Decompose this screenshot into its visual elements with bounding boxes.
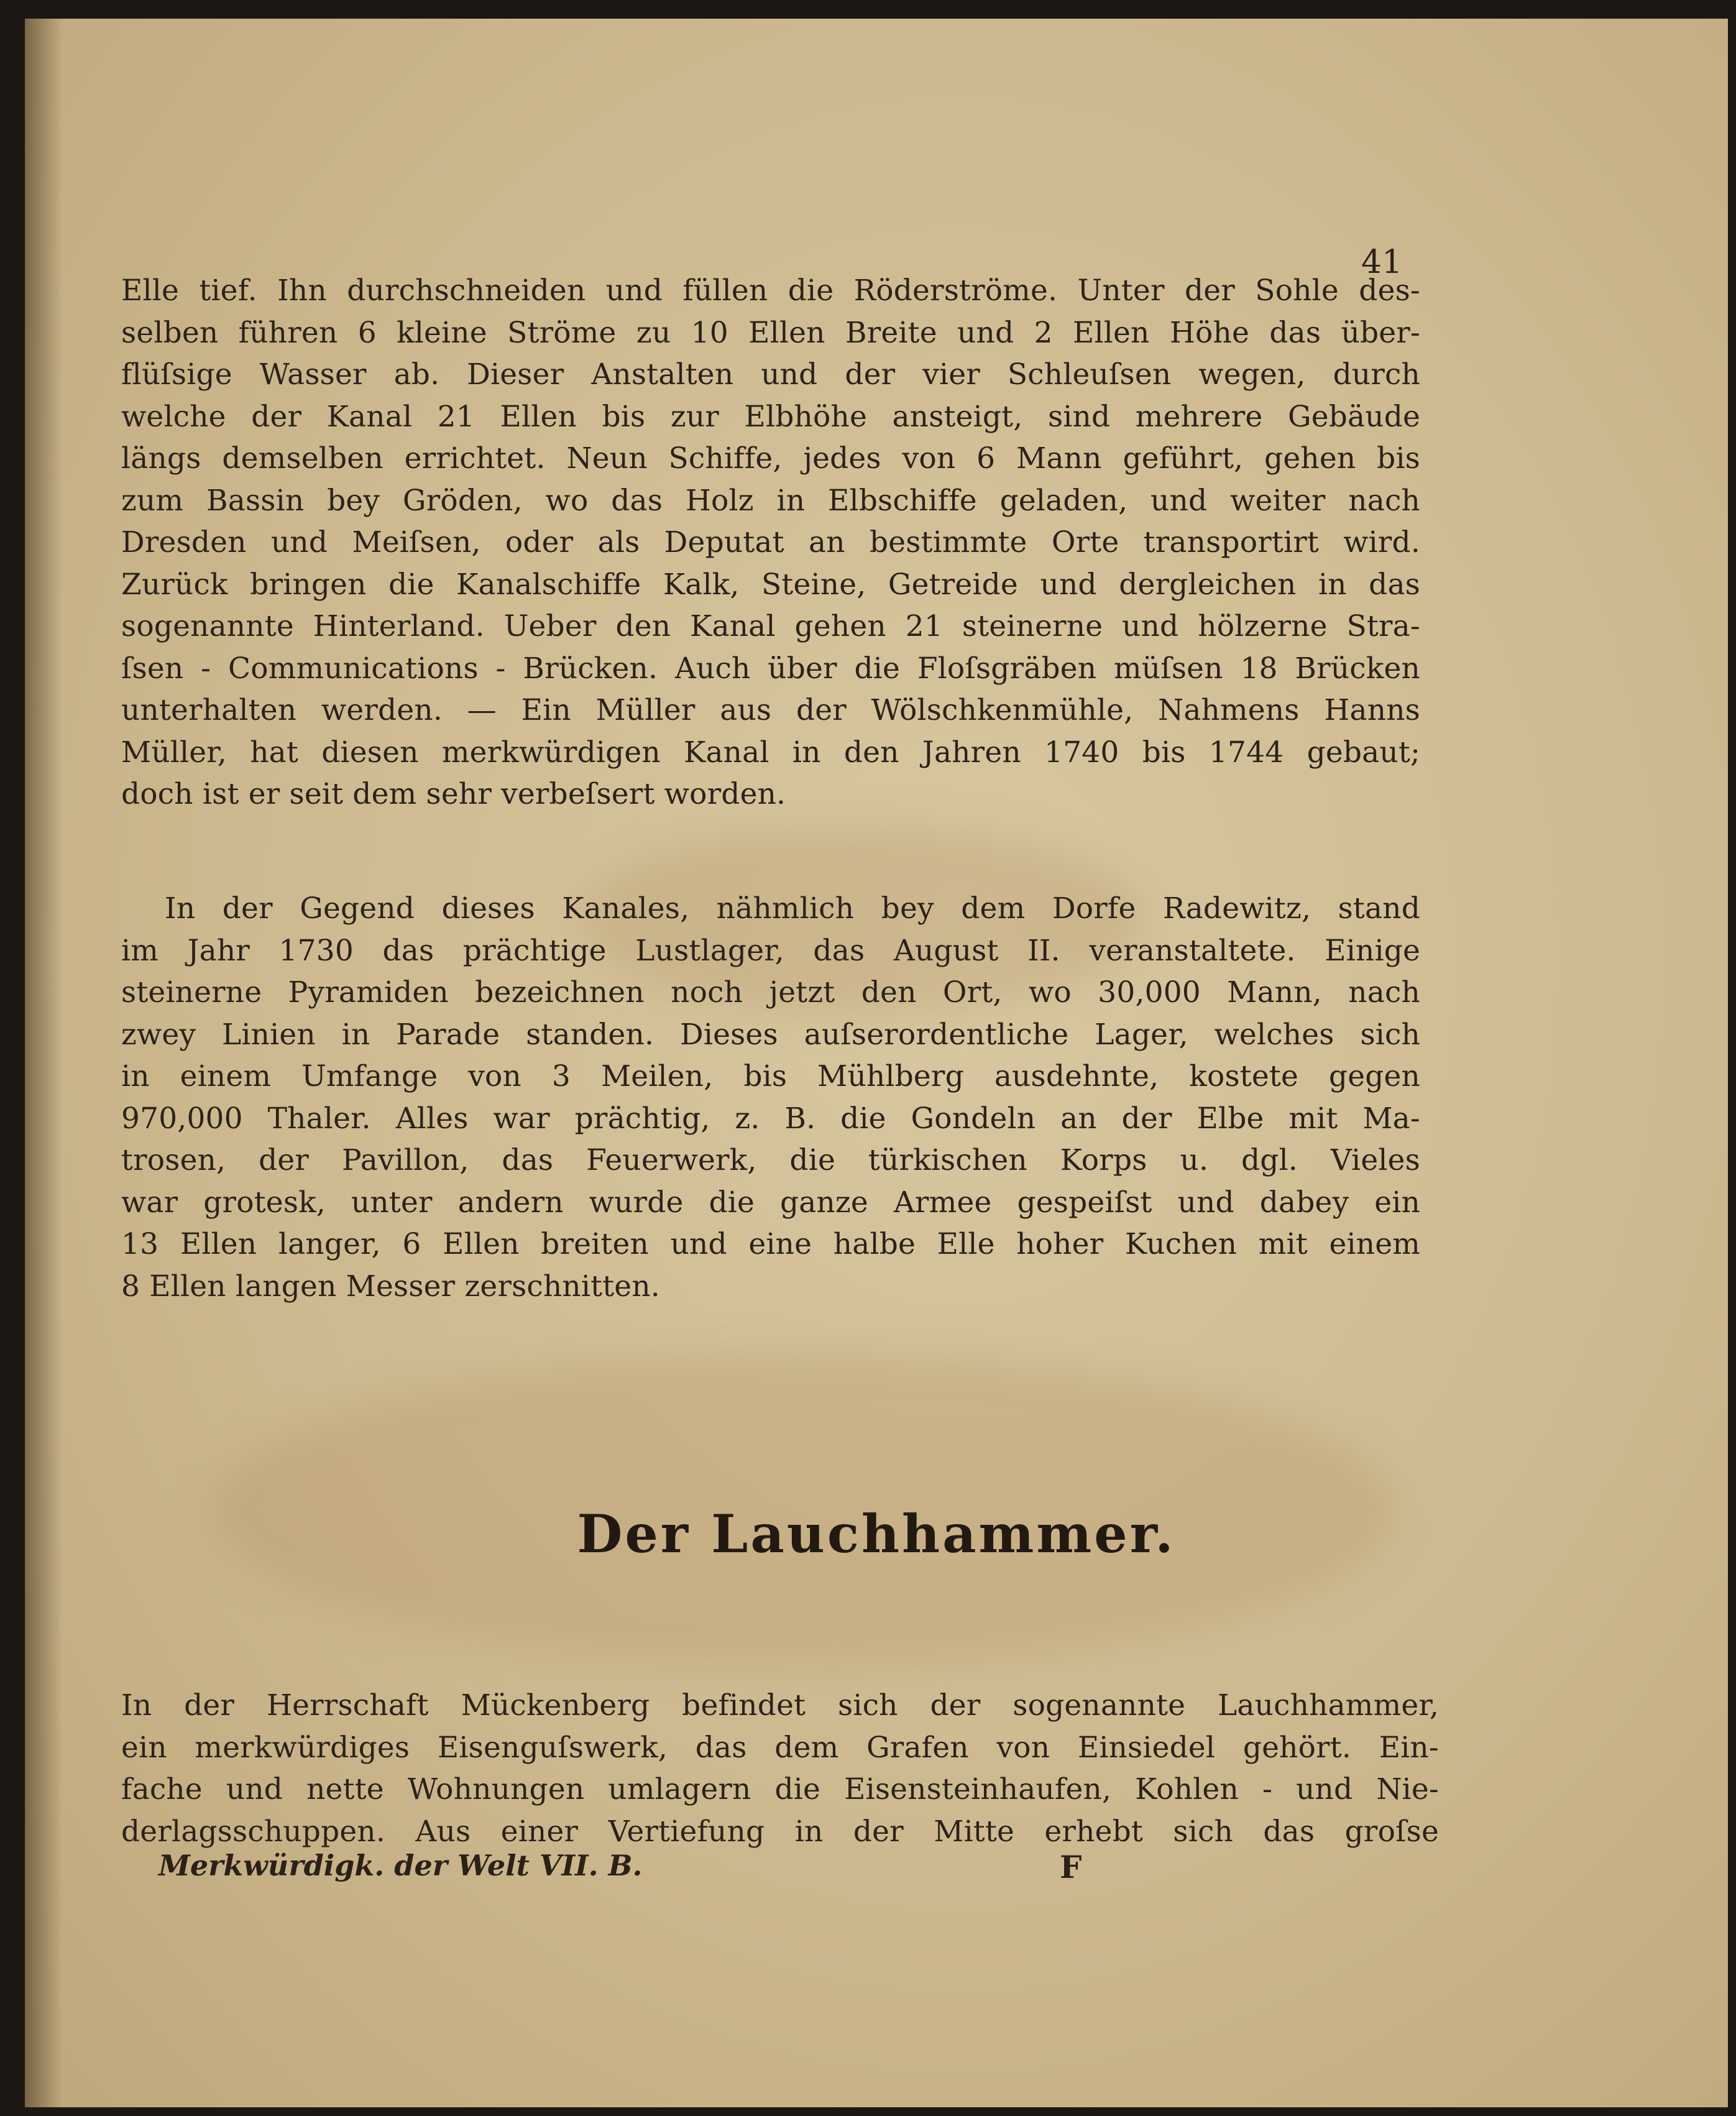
footer-signature-letter: F xyxy=(1060,1849,1082,1885)
text-line: in einem Umfange von 3 Meilen, bis Mühlberg ausdehnte, kostete gegen xyxy=(121,1059,1420,1093)
text-line: Müller, hat diesen merkwürdigen Kanal in den Jahren 1740 bis 1744 gebaut; xyxy=(121,735,1420,770)
text-line: zum Bassin bey Gröden, wo das Holz in Elbschiffe geladen, und weiter nach xyxy=(121,483,1420,518)
text-line: ein merkwürdiges Eisenguſswerk, das dem Grafen von Einsiedel gehört. Ein- xyxy=(121,1730,1439,1765)
text-line: 970,000 Thaler. Alles war prächtig, z. B. die Gondeln an der Elbe mit Ma- xyxy=(121,1101,1420,1136)
text-line: war grotesk, unter andern wurde die ganze Armee gespeiſst und dabey ein xyxy=(121,1185,1420,1220)
text-line: In der Gegend dieses Kanales, nähmlich bey dem Dorfe Radewitz, stand xyxy=(165,891,1420,926)
paragraph-lustlager xyxy=(121,888,1420,1307)
page-number: 41 xyxy=(1361,244,1403,281)
book-page xyxy=(25,19,1728,2107)
text-line: ſsen - Communications - Brücken. Auch über die Floſsgräben müſsen 18 Brücken xyxy=(121,651,1420,686)
page-gutter-shadow xyxy=(25,19,62,2107)
text-line: 8 Ellen langen Messer zerschnitten. xyxy=(121,1269,660,1304)
text-line: Zurück bringen die Kanalschiffe Kalk, Steine, Getreide und dergleichen in das xyxy=(121,567,1420,602)
text-line: 13 Ellen langer, 6 Ellen breiten und eine halbe Elle hoher Kuchen mit einem xyxy=(121,1227,1420,1261)
text-line: trosen, der Pavillon, das Feuerwerk, die türkischen Korps u. dgl. Vieles xyxy=(121,1143,1420,1177)
paragraph-lauchhammer xyxy=(121,1685,1439,1852)
text-line: derlagsschuppen. Aus einer Vertiefung in der Mitte erhebt sich das groſse xyxy=(121,1814,1439,1849)
text-line: im Jahr 1730 das prächtige Lustlager, das August II. veranstaltete. Einige xyxy=(121,933,1420,968)
text-line: welche der Kanal 21 Ellen bis zur Elbhöhe ansteigt, sind mehrere Gebäude xyxy=(121,399,1420,434)
text-line: sogenannte Hinterland. Ueber den Kanal gehen 21 steinerne und hölzerne Stra- xyxy=(121,609,1420,643)
text-line: Dresden und Meiſsen, oder als Deputat an bestimmte Orte transportirt wird. xyxy=(121,525,1420,559)
text-line: In der Herrschaft Mückenberg befindet sich der sogenannte Lauchhammer, xyxy=(121,1688,1439,1723)
text-line: zwey Linien in Parade standen. Dieses auſserordentliche Lager, welches sich xyxy=(121,1017,1420,1052)
footer-signature: Merkwürdigk. der Welt VII. B. xyxy=(158,1849,643,1882)
text-line: Elle tief. Ihn durchschneiden und füllen die Röderströme. Unter der Sohle des- xyxy=(121,274,1420,308)
text-line: flüſsige Wasser ab. Dieser Anstalten und der vier Schleuſsen wegen, durch xyxy=(121,357,1420,392)
section-title: Der Lauchhammer. xyxy=(577,1503,1176,1565)
text-line: fache und nette Wohnungen umlagern die Eisensteinhaufen, Kohlen - und Nie- xyxy=(121,1772,1439,1806)
text-line: selben führen 6 kleine Ströme zu 10 Ellen Breite und 2 Ellen Höhe das über- xyxy=(121,315,1420,350)
text-line: steinerne Pyramiden bezeichnen noch jetzt den Ort, wo 30,000 Mann, nach xyxy=(121,975,1420,1010)
text-line: längs demselben errichtet. Neun Schiffe, jedes von 6 Mann geführt, gehen bis xyxy=(121,441,1420,476)
paragraph-kanal xyxy=(121,270,1420,816)
text-line: unterhalten werden. — Ein Müller aus der Wölschkenmühle, Nahmens Hanns xyxy=(121,693,1420,727)
text-line: doch ist er seit dem sehr verbeſsert worden. xyxy=(121,777,786,811)
